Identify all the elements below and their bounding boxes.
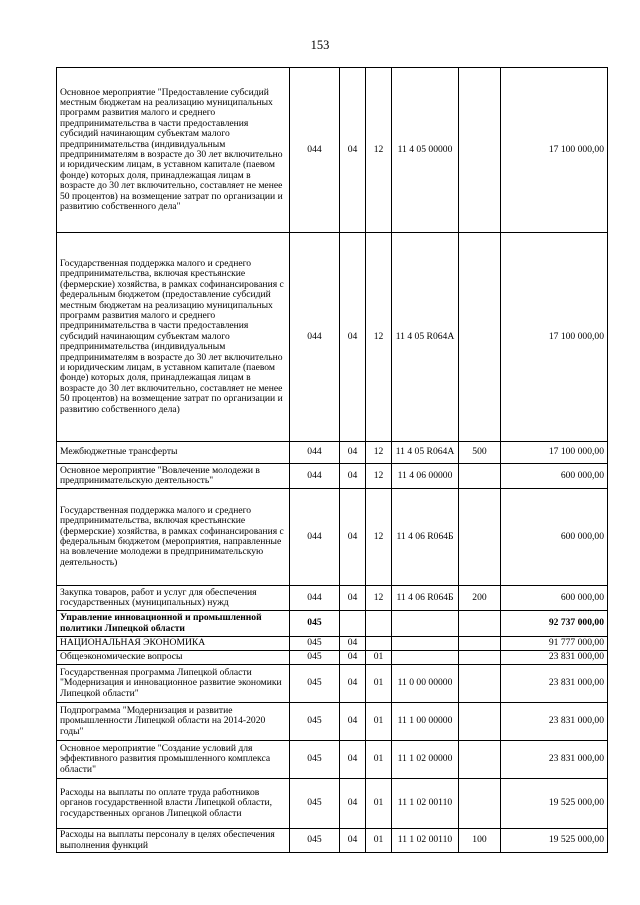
- row-vr: [459, 489, 501, 586]
- table-row: [57, 637, 608, 651]
- row-rz: 04: [340, 665, 366, 703]
- row-csr: 11 1 02 00110: [392, 829, 459, 853]
- row-csr: 11 4 05 R064А: [392, 442, 459, 464]
- table-row: [57, 442, 608, 464]
- row-pr: 12: [366, 68, 392, 233]
- row-rz: 04: [340, 442, 366, 464]
- row-name: Государственная поддержка малого и среднего предпринимательства, включая крестьянские (фермерские) хозяйства, в рамках софинансирования с федеральным бюджетом (мероприятия, направленные на вовлечение молодежи в предпринимательскую деятельность): [57, 489, 290, 586]
- row-amount: 23 831 000,00: [501, 651, 608, 665]
- row-pr: 01: [366, 779, 392, 829]
- row-name: Подпрограмма "Модернизация и развитие промышленности Липецкой области на 2014-2020 годы": [57, 703, 290, 741]
- table-row: [57, 68, 608, 233]
- row-vr: [459, 233, 501, 442]
- row-ved: 044: [290, 68, 340, 233]
- table-row: [57, 489, 608, 586]
- row-name: Основное мероприятие "Создание условий для эффективного развития промышленного комплекса области": [57, 741, 290, 779]
- row-vr: [459, 651, 501, 665]
- row-ved: 045: [290, 829, 340, 853]
- row-name: Управление инновационной и промышленной политики Липецкой области: [57, 611, 290, 637]
- row-amount: 17 100 000,00: [501, 442, 608, 464]
- row-amount: 23 831 000,00: [501, 703, 608, 741]
- row-name: Основное мероприятие "Предоставление субсидий местным бюджетам на реализацию муниципальных программ развития малого и среднего предпринимательства в части предоставления субсидий начинающим субъектам малого предпринимательства (индивидуальным предпринимателям в возрасте до 30 лет включительно и юридическим лицам, в уставном капитале (паевом фонде) которых доля, принадлежащая лицам в возрасте до 30 лет включительно, составляет не менее 50 процентов) на возмещение затрат по организации и развитию собственного дела": [57, 68, 290, 233]
- table-row: [57, 233, 608, 442]
- row-vr: [459, 779, 501, 829]
- row-rz: 04: [340, 637, 366, 651]
- row-rz: 04: [340, 586, 366, 611]
- row-pr: 12: [366, 442, 392, 464]
- row-vr: [459, 464, 501, 489]
- row-csr: [392, 651, 459, 665]
- row-rz: 04: [340, 233, 366, 442]
- row-pr: 12: [366, 233, 392, 442]
- row-pr: 12: [366, 586, 392, 611]
- row-rz: 04: [340, 741, 366, 779]
- row-amount: 17 100 000,00: [501, 233, 608, 442]
- table-row: [57, 829, 608, 853]
- row-vr: [459, 741, 501, 779]
- table-row: [57, 651, 608, 665]
- row-name: Закупка товаров, работ и услуг для обеспечения государственных (муниципальных) нужд: [57, 586, 290, 611]
- row-ved: 045: [290, 665, 340, 703]
- row-name: Расходы на выплаты персоналу в целях обеспечения выполнения функций: [57, 829, 290, 853]
- row-vr: [459, 665, 501, 703]
- row-rz: 04: [340, 68, 366, 233]
- budget-table: [56, 67, 608, 853]
- row-name: Государственная программа Липецкой области "Модернизация и инновационное развитие экономики Липецкой области": [57, 665, 290, 703]
- row-ved: 044: [290, 464, 340, 489]
- row-pr: 01: [366, 703, 392, 741]
- row-csr: 11 4 06 R064Б: [392, 489, 459, 586]
- row-rz: 04: [340, 829, 366, 853]
- page-number: 153: [310, 38, 330, 52]
- row-pr: 01: [366, 665, 392, 703]
- row-amount: 92 737 000,00: [501, 611, 608, 637]
- row-ved: 044: [290, 489, 340, 586]
- row-ved: 044: [290, 442, 340, 464]
- row-vr: 200: [459, 586, 501, 611]
- row-csr: [392, 637, 459, 651]
- row-vr: [459, 637, 501, 651]
- row-ved: 045: [290, 637, 340, 651]
- table-row: [57, 703, 608, 741]
- row-vr: 500: [459, 442, 501, 464]
- row-name: НАЦИОНАЛЬНАЯ ЭКОНОМИКА: [57, 637, 290, 651]
- row-csr: 11 1 02 00110: [392, 779, 459, 829]
- row-csr: 11 4 05 00000: [392, 68, 459, 233]
- row-csr: 11 4 05 R064А: [392, 233, 459, 442]
- row-name: Расходы на выплаты по оплате труда работников органов государственной власти Липецкой области, государственных органов Липецкой области: [57, 779, 290, 829]
- row-vr: [459, 703, 501, 741]
- row-csr: 11 0 00 00000: [392, 665, 459, 703]
- table-row: [57, 611, 608, 637]
- table-row: [57, 464, 608, 489]
- row-rz: 04: [340, 651, 366, 665]
- row-ved: 044: [290, 586, 340, 611]
- row-pr: [366, 637, 392, 651]
- row-amount: 19 525 000,00: [501, 779, 608, 829]
- row-rz: 04: [340, 489, 366, 586]
- table-row: [57, 665, 608, 703]
- row-ved: 045: [290, 651, 340, 665]
- row-pr: [366, 611, 392, 637]
- row-csr: [392, 611, 459, 637]
- row-amount: 23 831 000,00: [501, 665, 608, 703]
- row-amount: 19 525 000,00: [501, 829, 608, 853]
- row-amount: 91 777 000,00: [501, 637, 608, 651]
- row-name: Межбюджетные трансферты: [57, 442, 290, 464]
- row-name: Общеэкономические вопросы: [57, 651, 290, 665]
- row-csr: 11 1 02 00000: [392, 741, 459, 779]
- row-name: Основное мероприятие "Вовлечение молодежи в предпринимательскую деятельность": [57, 464, 290, 489]
- row-pr: 12: [366, 464, 392, 489]
- row-ved: 045: [290, 703, 340, 741]
- row-amount: 17 100 000,00: [501, 68, 608, 233]
- row-vr: [459, 611, 501, 637]
- table-row: [57, 741, 608, 779]
- table-row: [57, 779, 608, 829]
- row-vr: 100: [459, 829, 501, 853]
- row-rz: 04: [340, 779, 366, 829]
- row-pr: 01: [366, 651, 392, 665]
- table-row: [57, 586, 608, 611]
- row-ved: 045: [290, 611, 340, 637]
- row-rz: 04: [340, 464, 366, 489]
- row-ved: 045: [290, 741, 340, 779]
- row-rz: [340, 611, 366, 637]
- row-name: Государственная поддержка малого и среднего предпринимательства, включая крестьянские (фермерские) хозяйства, в рамках софинансирования с федеральным бюджетом (предоставление субсидий местным бюджетам на реализацию муниципальных программ развития малого и среднего предпринимательства в части предоставления субсидий начинающим субъектам малого предпринимательства (индивидуальным предпринимателям в возрасте до 30 лет включительно и юридическим лицам, в уставном капитале (паевом фонде) которых доля, принадлежащая лицам в возрасте до 30 лет включительно, составляет не менее 50 процентов) на возмещение затрат по организации и развитию собственного дела): [57, 233, 290, 442]
- row-csr: 11 4 06 00000: [392, 464, 459, 489]
- row-amount: 600 000,00: [501, 586, 608, 611]
- row-csr: 11 1 00 00000: [392, 703, 459, 741]
- row-pr: 12: [366, 489, 392, 586]
- row-amount: 600 000,00: [501, 464, 608, 489]
- row-pr: 01: [366, 829, 392, 853]
- row-csr: 11 4 06 R064Б: [392, 586, 459, 611]
- row-ved: 045: [290, 779, 340, 829]
- row-vr: [459, 68, 501, 233]
- row-ved: 044: [290, 233, 340, 442]
- row-pr: 01: [366, 741, 392, 779]
- row-rz: 04: [340, 703, 366, 741]
- row-amount: 600 000,00: [501, 489, 608, 586]
- row-amount: 23 831 000,00: [501, 741, 608, 779]
